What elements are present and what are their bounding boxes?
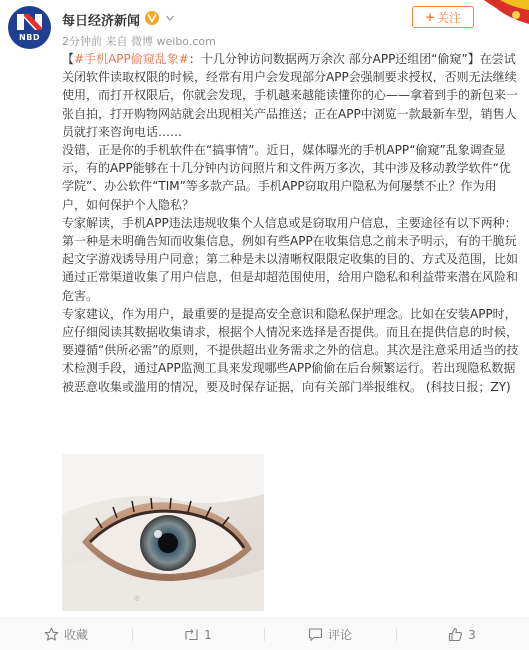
svg-text:◎: ◎: [134, 595, 141, 602]
avatar-logo-text: NBD: [19, 33, 40, 42]
favorite-button[interactable]: [0, 619, 132, 650]
comment-button[interactable]: [264, 619, 396, 650]
comment-label: 评论: [327, 628, 352, 642]
author-name[interactable]: 每日经济新闻: [62, 14, 141, 29]
post-paragraph: 专家解读，手机APP违法违规收集个人信息或是窃取用户信息，主要途径有以下两种：第一种是未明确告知而收集信息，例如有些APP在收集信息之前未予明示，有的干脆玩起文字游戏诱导用户同意；第二种是未以清晰权限限定收集的目的、方式及范围，比如通过正常渠道收集了用户信息，但是却超范围使用，给用户隐私和利益带来潜在风险和危害。: [62, 215, 519, 303]
post-paragraph: 没错，正是你的手机软件在“搞事情”。近日，媒体曝光的手机APP“偷窥”乱象调查显示，有的APP能够在十几分钟内访问照片和文件两万多次，其中涉及移动教学软件“优学院”、办公软件“TIM”等多款产品。手机APP窃取用户隐私为何屡禁不止？作为用户，如何保护个人隐私？: [62, 143, 511, 212]
chevron-down-icon[interactable]: [165, 11, 175, 25]
favorite-icon: [44, 627, 59, 642]
avatar[interactable]: [8, 6, 51, 49]
post-text: [62, 50, 520, 396]
follow-label: 关注: [437, 10, 462, 25]
like-count: 3: [468, 627, 476, 642]
post-source: 来自 微博 weibo.com: [105, 35, 216, 48]
post-image[interactable]: [62, 454, 264, 611]
plus-icon: +: [424, 10, 436, 24]
post-meta: [62, 33, 216, 49]
comment-icon: [308, 627, 323, 642]
repost-count: 1: [204, 627, 212, 642]
paragraph-1-text: ：十几分钟访问数据两万余次 部分APP还组团“偷窥”】在尝试关闭软件读取权限的时候，经常有用户会发现部分APP会强制要求授权，否则无法继续使用，而打开权限后，你就会发现，手机越来越能读懂你的心——拿着到手的新包来一张自拍，打开购物网站就会出现相关产品推送；正在APP中浏览一款最新车型，销售人员就打来咨询电话……: [62, 52, 519, 139]
repost-button[interactable]: [132, 619, 264, 650]
corner-decoration-icon: [478, 0, 529, 30]
follow-button[interactable]: [412, 6, 474, 28]
like-icon: [448, 627, 463, 642]
post-paragraph: [62, 50, 520, 141]
post-paragraph: 专家建议，作为用户，最重要的是提高安全意识和隐私保护理念。比如在安装APP时，应仔细阅读其数据收集请求，根据个人情况来选择是否提供。而且在提供信息的时候，要遵循“供所必需”的原则，不提供超出业务需求之外的信息。其次是注意采用适当的技术检测手段，通过APP监测工具来发现哪些APP偷偷在后台频繁运行。若出现隐私数据被恶意收集或滥用的情况，要及时保存证据，向有关部门举报维权。 (科技日报；ZY): [62, 306, 519, 394]
post-time[interactable]: 2分钟前: [62, 35, 102, 48]
eye-photo-illustration: [62, 454, 264, 611]
verified-icon: [145, 11, 159, 25]
like-button[interactable]: [396, 619, 528, 650]
action-bar: [0, 618, 529, 650]
repost-icon: [184, 627, 199, 642]
open-bracket-text: 【: [62, 52, 75, 66]
nbd-logo-icon: [15, 12, 44, 31]
topic-link[interactable]: #手机APP偷窥乱象#: [74, 52, 189, 66]
favorite-label: 收藏: [63, 628, 88, 642]
